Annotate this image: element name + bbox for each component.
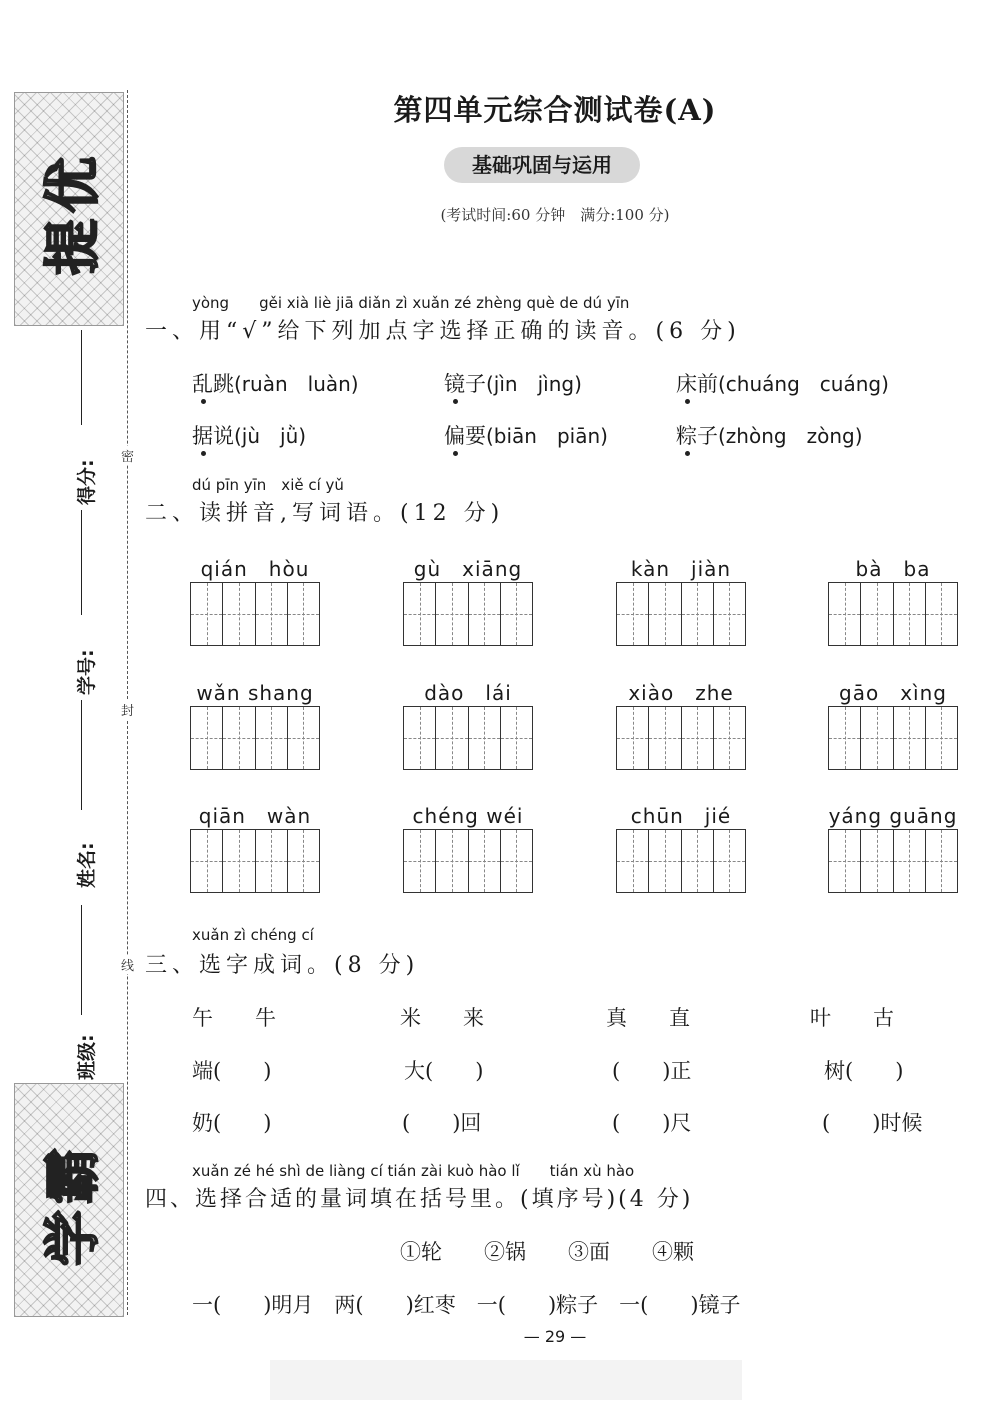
word-rest: 子 — [697, 424, 718, 448]
student-id-label: 学号: — [76, 649, 98, 695]
char-pair: 叶 古 — [810, 1006, 894, 1030]
word-writing-cell[interactable] — [616, 680, 746, 770]
name-label: 姓名: — [76, 842, 98, 888]
tian-grid[interactable] — [828, 829, 958, 893]
tian-grid[interactable] — [190, 706, 320, 770]
score-label: 得分: — [76, 459, 98, 505]
word-writing-cell[interactable] — [828, 803, 958, 893]
fill-blank[interactable]: ( )正 — [612, 1059, 692, 1083]
word-rest: 跳 — [213, 372, 234, 396]
dotted-char: 床 — [676, 372, 697, 396]
word-writing-cell[interactable] — [403, 680, 533, 770]
score-line — [81, 330, 82, 425]
student-id-line — [81, 510, 82, 615]
q1-option[interactable] — [676, 420, 863, 450]
q3-heading: 三、选字成词。(8 分) — [145, 953, 420, 978]
option-pinyin: (chuáng cuáng) — [718, 372, 889, 396]
fill-blank[interactable]: 端( ) — [192, 1059, 272, 1083]
char-pair: 真 直 — [606, 1006, 690, 1030]
word-writing-cell[interactable] — [828, 556, 958, 646]
fill-blank[interactable]: 树( ) — [824, 1059, 904, 1083]
word-pinyin: wǎn shang — [196, 681, 314, 705]
dotted-char: 据 — [192, 424, 213, 448]
tian-grid[interactable] — [190, 582, 320, 646]
q1-heading: 一、用“√”给下列加点字选择正确的读音。(6 分) — [145, 319, 741, 344]
word-pinyin: qián hòu — [200, 557, 310, 581]
tian-grid[interactable] — [403, 582, 533, 646]
top-badge-text: 提优 — [41, 151, 106, 275]
option-pinyin: (biān piān) — [486, 424, 608, 448]
fill-blank[interactable]: ( )时候 — [822, 1111, 923, 1135]
word-writing-cell[interactable] — [403, 556, 533, 646]
char-pair: 午 牛 — [192, 1006, 276, 1030]
page-title: 第四单元综合测试卷(A) — [393, 93, 717, 127]
q1-option[interactable] — [676, 368, 889, 398]
tian-grid[interactable] — [828, 582, 958, 646]
dotted-char: 粽 — [676, 424, 697, 448]
word-writing-cell[interactable] — [828, 680, 958, 770]
name-line — [81, 700, 82, 810]
word-pinyin: kàn jiàn — [630, 557, 732, 581]
word-writing-cell[interactable] — [616, 803, 746, 893]
class-line — [81, 905, 82, 1015]
q1-option[interactable] — [192, 368, 359, 398]
word-rest: 说 — [213, 424, 234, 448]
word-writing-cell[interactable] — [190, 556, 320, 646]
fill-blank[interactable]: ( )回 — [402, 1111, 482, 1135]
word-pinyin: qiān wàn — [198, 804, 312, 828]
word-pinyin: xiào zhe — [628, 681, 734, 705]
fold-char-mi: 密 — [121, 446, 134, 465]
word-pinyin: yáng guāng — [828, 804, 958, 828]
word-pinyin: bà ba — [855, 557, 931, 581]
q1-option[interactable] — [192, 420, 306, 450]
word-rest: 前 — [697, 372, 718, 396]
option-pinyin: (zhòng zòng) — [718, 424, 863, 448]
dotted-char: 镜 — [444, 372, 465, 396]
page-number: — 29 — — [523, 1327, 587, 1346]
fill-blank[interactable]: ( )尺 — [612, 1111, 692, 1135]
word-writing-cell[interactable] — [190, 680, 320, 770]
q2-heading: 二、读拼音,写词语。(12 分) — [145, 501, 505, 526]
tian-grid[interactable] — [403, 829, 533, 893]
fill-blank[interactable]: 奶( ) — [192, 1111, 272, 1135]
word-pinyin: gù xiāng — [413, 557, 523, 581]
option-pinyin: (ruàn luàn) — [234, 372, 359, 396]
footer-bar — [270, 1360, 742, 1400]
q3-pinyin: xuǎn zì chéng cí — [192, 926, 314, 944]
measure-word-blanks[interactable]: 一( )明月 两( )红枣 一( )粽子 一( )镜子 — [192, 1293, 741, 1317]
bottom-badge-text: 学霸 — [41, 1142, 106, 1266]
tian-grid[interactable] — [616, 706, 746, 770]
word-writing-cell[interactable] — [616, 556, 746, 646]
measure-word-options: ①轮 ②锅 ③面 ④颗 — [400, 1240, 694, 1264]
dotted-char: 偏 — [444, 424, 465, 448]
word-pinyin: dào lái — [424, 681, 512, 705]
option-pinyin: (jìn jìng) — [486, 372, 582, 396]
bottom-badge-band — [14, 1083, 124, 1317]
word-writing-cell[interactable] — [190, 803, 320, 893]
word-writing-cell[interactable] — [403, 803, 533, 893]
q1-pinyin: yòng gěi xià liè jiā diǎn zì xuǎn zé zhèng què de dú yīn — [192, 294, 630, 312]
fill-blank[interactable]: 大( ) — [404, 1059, 484, 1083]
word-pinyin: chūn jié — [630, 804, 732, 828]
class-label: 班级: — [76, 1034, 98, 1080]
page-subtitle: 基础巩固与运用 — [444, 147, 640, 183]
word-rest: 子 — [465, 372, 486, 396]
tian-grid[interactable] — [190, 829, 320, 893]
option-pinyin: (jù jǜ) — [234, 424, 307, 448]
q4-pinyin: xuǎn zé hé shì de liàng cí tián zài kuò hào lǐ tián xù hào — [192, 1162, 635, 1180]
tian-grid[interactable] — [616, 582, 746, 646]
q1-option[interactable] — [444, 368, 582, 398]
word-rest: 要 — [465, 424, 486, 448]
dotted-char: 乱 — [192, 372, 213, 396]
exam-info: (考试时间:60 分钟 满分:100 分) — [440, 206, 670, 224]
tian-grid[interactable] — [828, 706, 958, 770]
word-pinyin: chéng wéi — [412, 804, 524, 828]
fold-char-xian: 线 — [121, 955, 134, 974]
tian-grid[interactable] — [403, 706, 533, 770]
q2-pinyin: dú pīn yīn xiě cí yǔ — [192, 476, 344, 494]
word-pinyin: gāo xìng — [839, 681, 947, 705]
char-pair: 米 来 — [400, 1006, 484, 1030]
fold-char-feng: 封 — [121, 700, 134, 719]
q1-option[interactable] — [444, 420, 608, 450]
tian-grid[interactable] — [616, 829, 746, 893]
q4-heading: 四、选择合适的量词填在括号里。(填序号)(4 分) — [145, 1187, 694, 1212]
